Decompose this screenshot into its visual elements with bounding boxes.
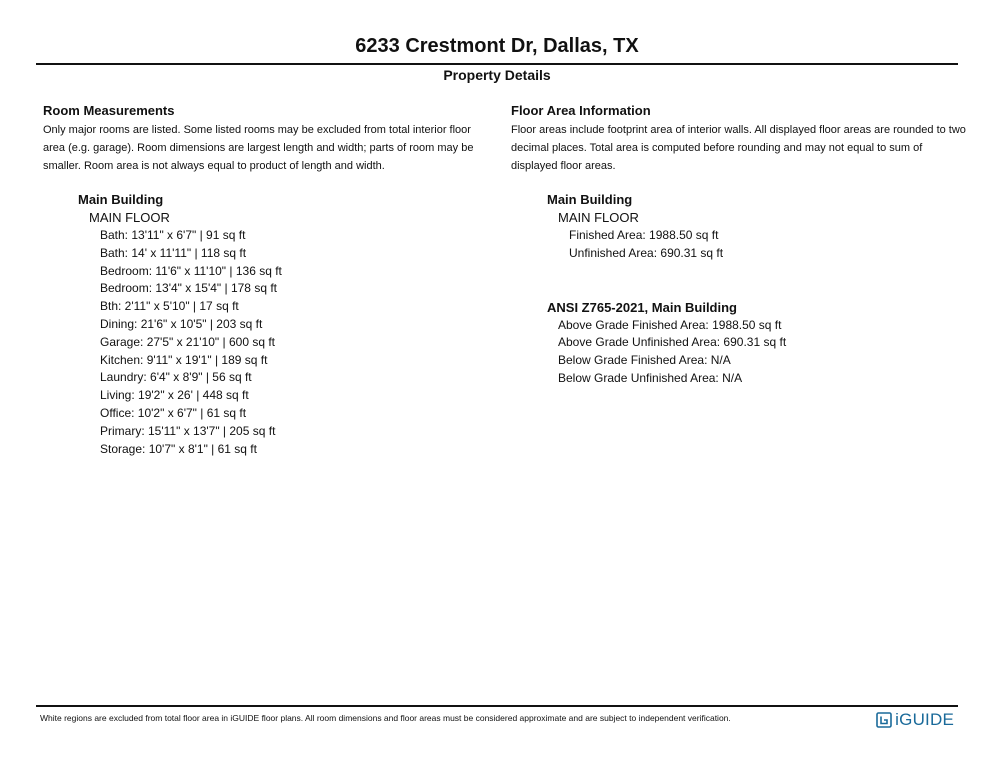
finished-area: Finished Area: 1988.50 sq ft: [569, 228, 719, 242]
floor-area-building: [547, 191, 966, 388]
room-item: Laundry: 6'4" x 8'9" | 56 sq ft: [100, 370, 252, 385]
room-item: Primary: 15'11" x 13'7" | 205 sq ft: [100, 423, 276, 438]
floor-area-section: [511, 103, 966, 388]
ansi-item: Below Grade Finished Area: N/A: [558, 353, 731, 368]
building-name: Main Building: [78, 192, 164, 207]
room-measurements-building: [78, 191, 493, 458]
page-title: 6233 Crestmont Dr, Dallas, TX: [355, 35, 639, 57]
floor-area-heading: Floor Area Information: [511, 103, 651, 118]
footer-disclaimer: White regions are excluded from total floor area in iGUIDE floor plans. All room dimensions and floor areas must be considered approximate and are subject to independent verification.: [40, 713, 731, 723]
room-item: Office: 10'2" x 6'7" | 61 sq ft: [100, 405, 247, 420]
building-name: Main Building: [547, 192, 633, 207]
ansi-item: Below Grade Unfinished Area: N/A: [558, 370, 743, 385]
page-subtitle: Property Details: [443, 67, 551, 83]
floor-name: MAIN FLOOR: [558, 210, 639, 225]
room-item: Garage: 27'5" x 21'10" | 600 sq ft: [100, 334, 275, 349]
room-measurements-section: [43, 103, 493, 458]
room-item: Kitchen: 9'11" x 19'1" | 189 sq ft: [100, 352, 268, 367]
ansi-item: Above Grade Unfinished Area: 690.31 sq ft: [558, 335, 787, 350]
room-item: Storage: 10'7" x 8'1" | 61 sq ft: [100, 441, 257, 456]
room-measurements-note: Only major rooms are listed. Some listed rooms may be excluded from total interior floor area (e.g. garage). Room dimensions are largest length and width; parts of room may be smaller. Room area is not always equal to product of length and width.: [43, 124, 474, 172]
room-item: Dining: 21'6" x 10'5" | 203 sq ft: [100, 316, 263, 331]
iguide-brand: [876, 709, 954, 731]
header-divider: [36, 63, 958, 65]
room-item: Bth: 2'11" x 5'10" | 17 sq ft: [100, 299, 239, 314]
room-item: Living: 19'2" x 26' | 448 sq ft: [100, 388, 249, 403]
floor-area-note: Floor areas include footprint area of interior walls. All displayed floor areas are rounded to two decimal places. Total area is computed before rounding and may not equal to sum of displayed floor areas.: [511, 124, 966, 172]
iguide-logo-icon: [876, 712, 892, 728]
ansi-item: Above Grade Finished Area: 1988.50 sq ft: [558, 317, 782, 332]
footer-divider: [36, 705, 958, 707]
unfinished-area: Unfinished Area: 690.31 sq ft: [569, 245, 724, 260]
room-item: Bath: 14' x 11'11" | 118 sq ft: [100, 245, 247, 260]
room-item: Bath: 13'11" x 6'7" | 91 sq ft: [100, 228, 246, 242]
floor-area-list: [569, 227, 966, 263]
ansi-heading: ANSI Z765-2021, Main Building: [547, 299, 737, 315]
room-measurements-heading: Room Measurements: [43, 103, 175, 118]
ansi-list: [558, 317, 966, 388]
floor-name: MAIN FLOOR: [89, 210, 170, 225]
room-list: [100, 227, 493, 458]
room-item: Bedroom: 11'6" x 11'10" | 136 sq ft: [100, 263, 282, 278]
room-item: Bedroom: 13'4" x 15'4" | 178 sq ft: [100, 281, 277, 296]
brand-wordmark: iGUIDE: [895, 710, 954, 729]
